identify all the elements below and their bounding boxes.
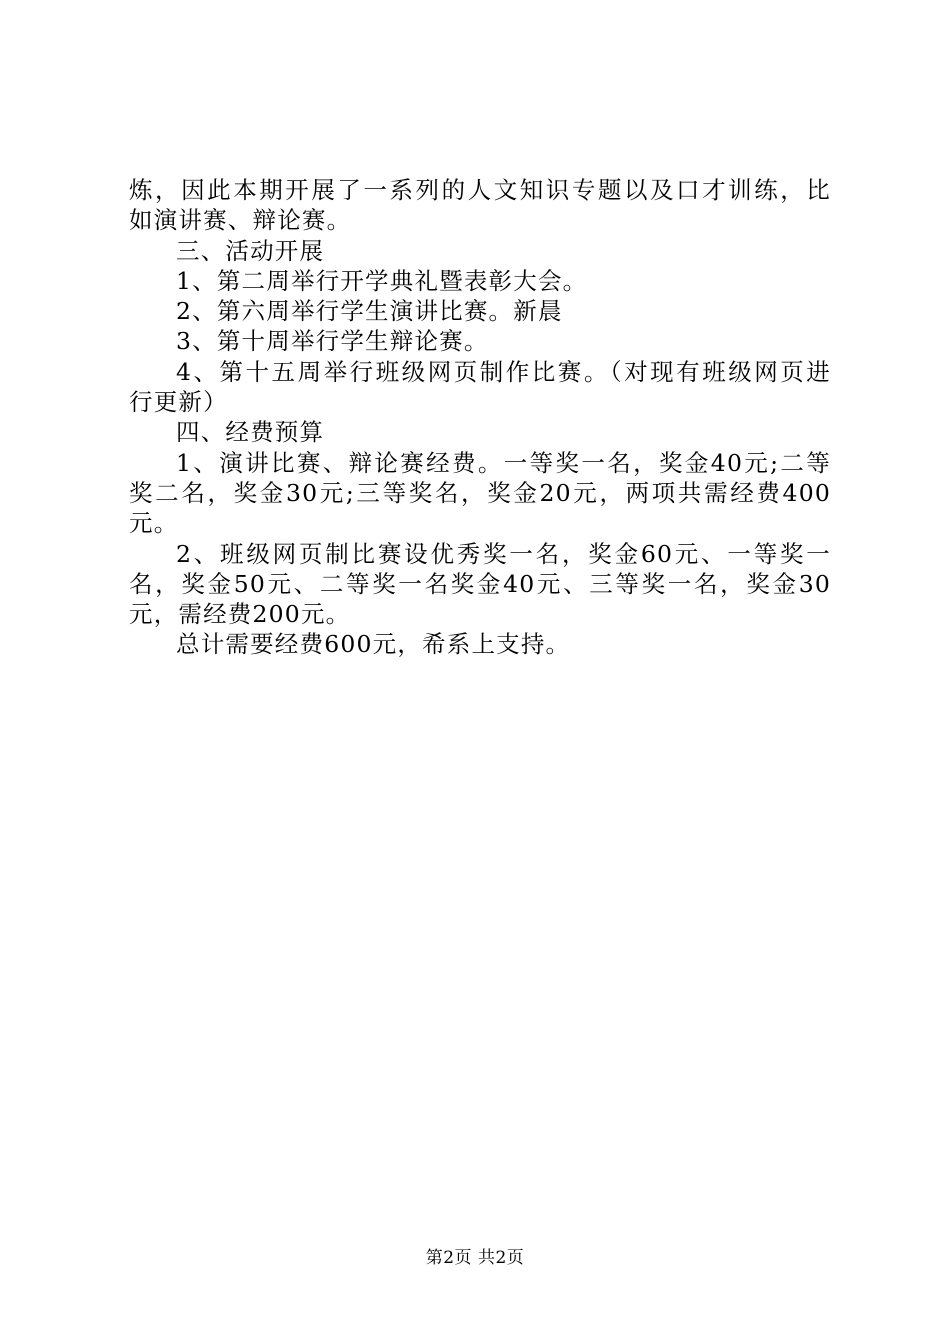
paragraph-line: 炼，因此本期开展了一系列的人文知识专题以及口才训练，比 [129,176,831,204]
paragraph-line: 如演讲赛、辩论赛。 [129,206,352,235]
page-number: 第2页 共2页 [425,1248,525,1268]
list-item: 1、演讲比赛、辩论赛经费。一等奖一名，奖金40元;二等 [176,448,831,477]
paragraph-line: 奖二名，奖金30元;三等奖名，奖金20元，两项共需经费400 [129,478,831,507]
document-body [129,175,831,660]
list-item: 4、第十五周举行班级网页制作比赛。（对现有班级网页进 [176,357,831,386]
list-item: 2、班级网页制比赛设优秀奖一名，奖金60元、一等奖一 [176,539,831,568]
section-heading: 三、活动开展 [176,236,325,265]
paragraph-line: 元。 [129,509,179,538]
paragraph-line: 名，奖金50元、二等奖一名奖金40元、三等奖一名，奖金30 [129,569,831,598]
list-item: 3、第十周举行学生辩论赛。 [176,327,489,356]
paragraph-line: 元，需经费200元。 [129,600,351,629]
section-heading: 四、经费预算 [176,418,325,447]
paragraph-line: 行更新） [129,388,228,417]
list-item: 1、第二周举行开学典礼暨表彰大会。 [176,266,588,295]
summary-line: 总计需要经费600元，希系上支持。 [176,630,571,659]
list-item: 2、第六周举行学生演讲比赛。新晨 [176,297,563,326]
